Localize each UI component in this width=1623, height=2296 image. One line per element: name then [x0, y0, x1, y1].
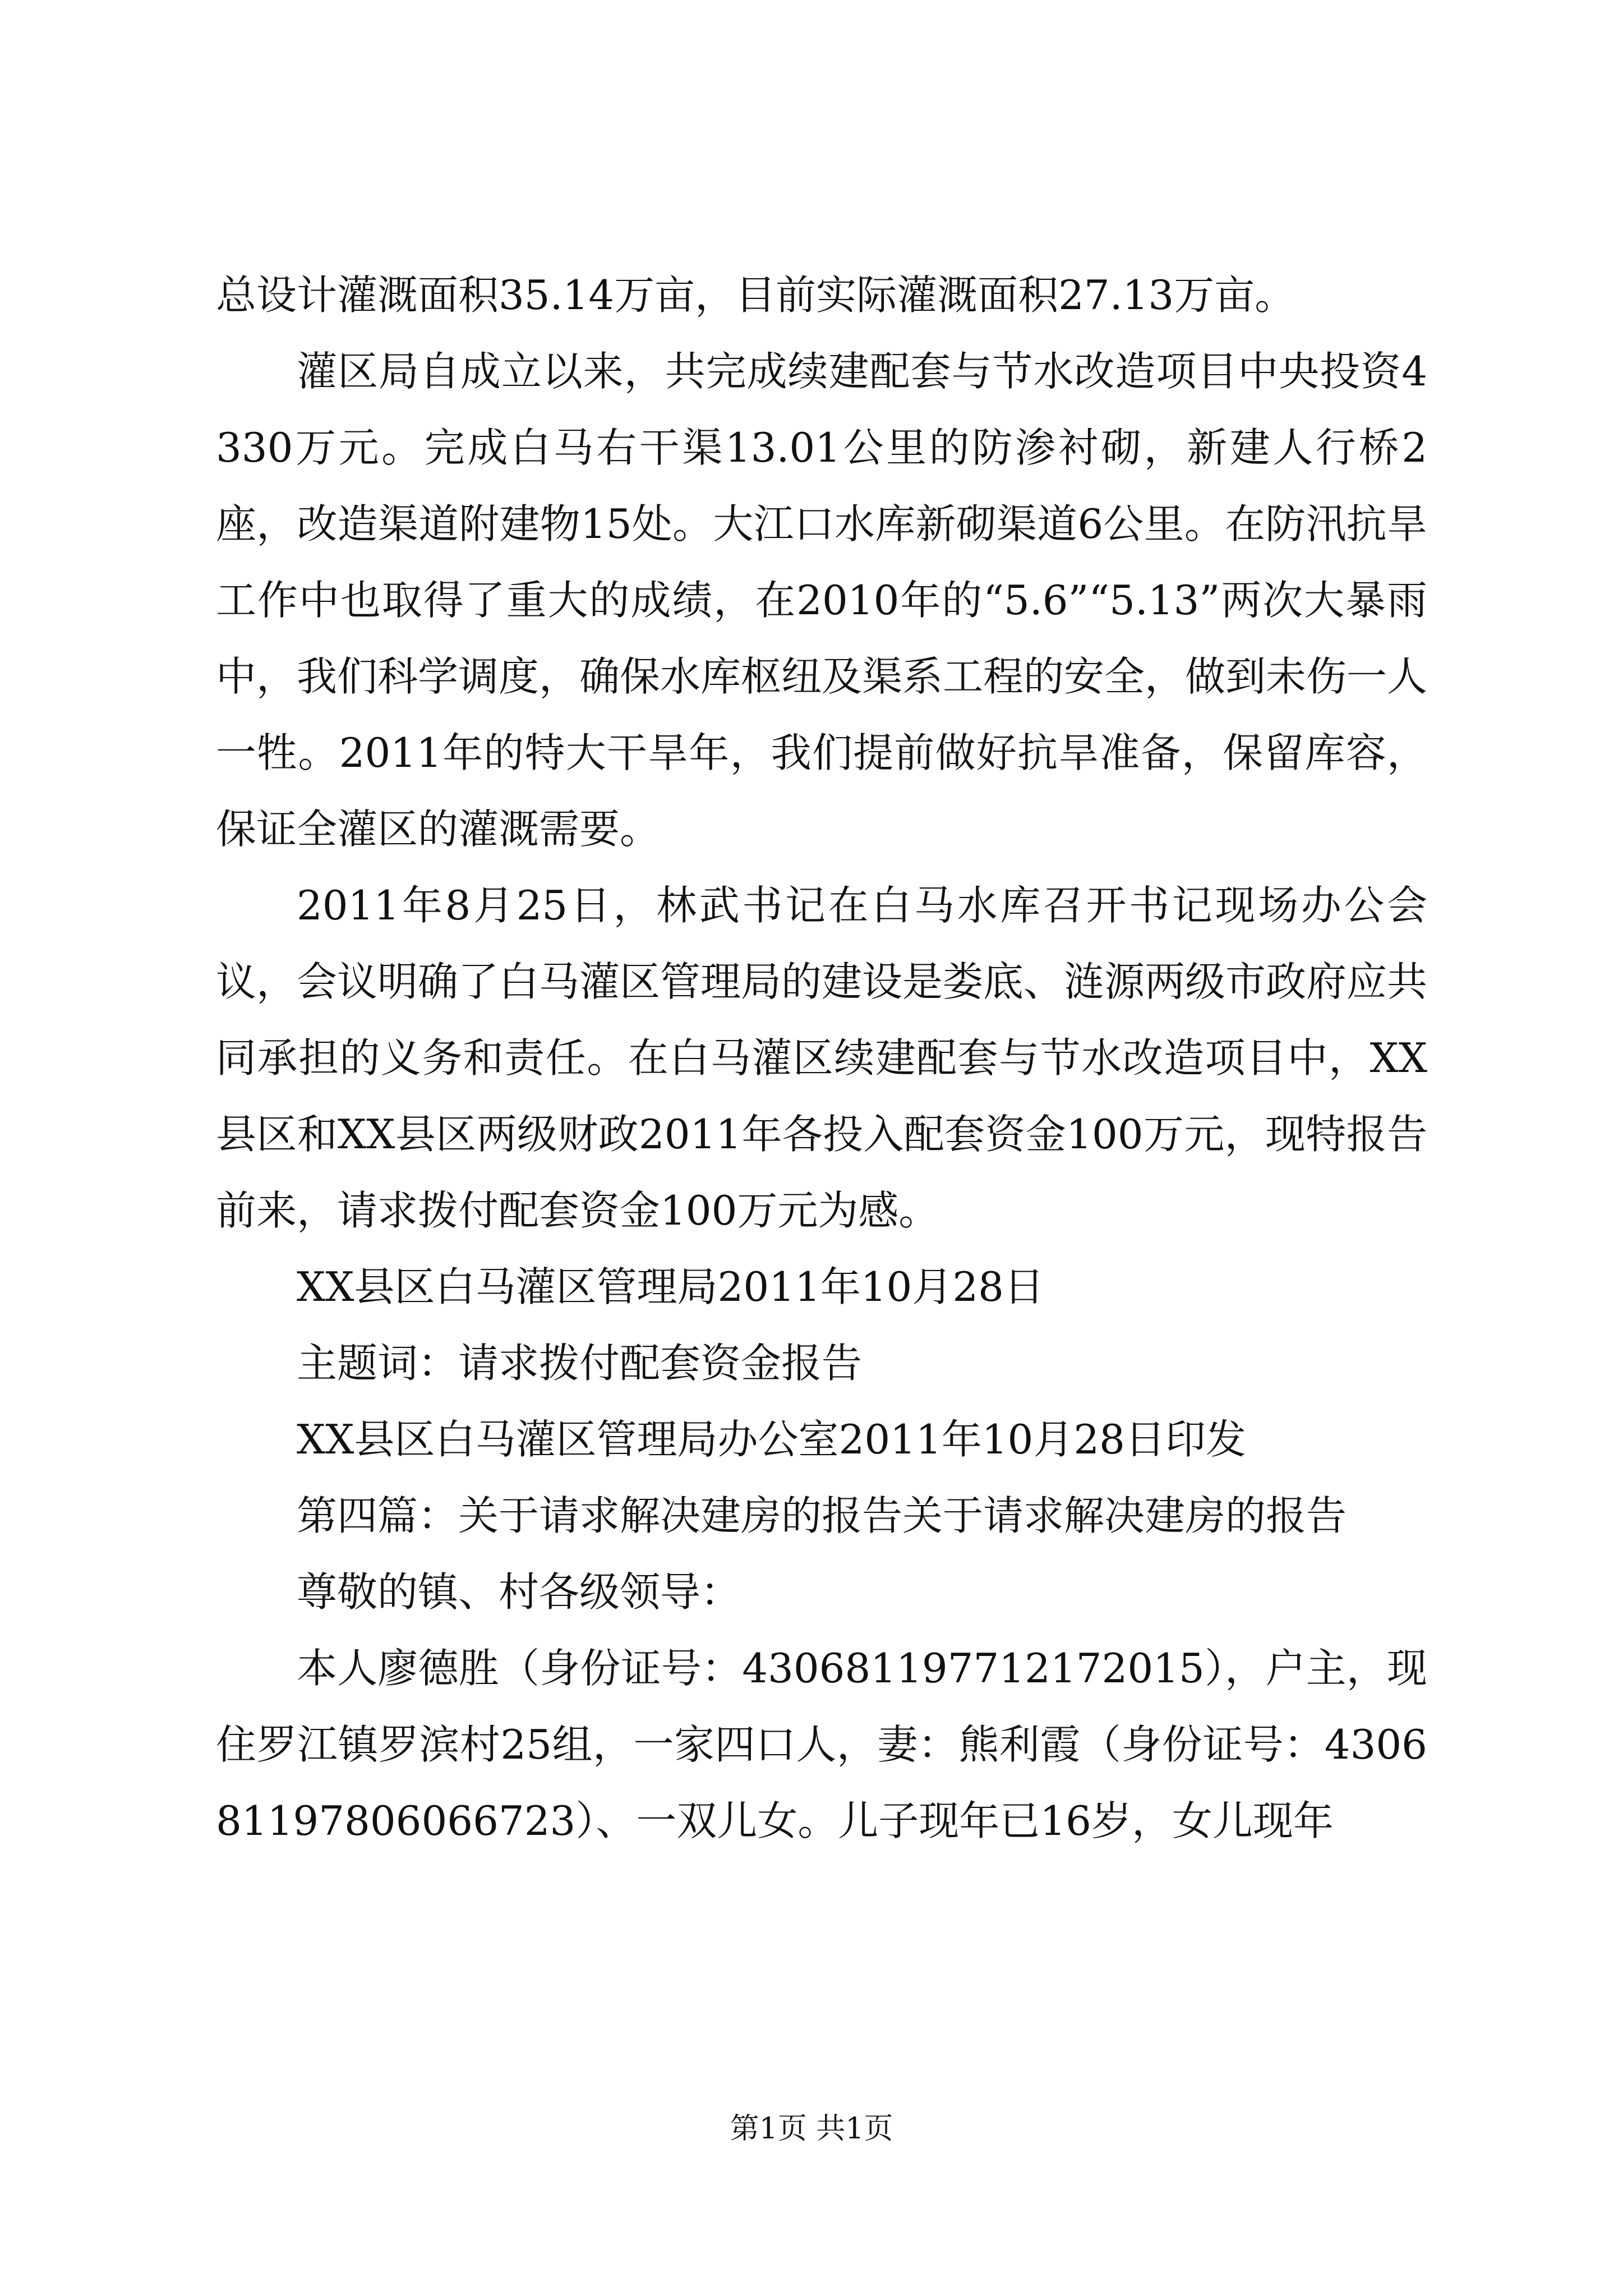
subject-words: 主题词：请求拨付配套资金报告: [297, 1340, 863, 1387]
document-body: [216, 257, 1427, 1859]
paragraph-project-summary: 灌区局自成立以来，共完成续建配套与节水改造项目中央投资4330万元。完成白马右干渠13.01公里的防渗衬砌，新建人行桥2座，改造渠道附建物15处。大江口水库新砌渠道6公里。在防汛抗旱工作中也取得了重大的成绩，在2010年的“5.6”“5.13”两次大暴雨中，我们科学调度，确保水库枢纽及渠系工程的安全，做到未伤一人一牲。2011年的特大干旱年，我们提前做好抗旱准备，保留库容，保证全灌区的灌溉需要。: [216, 348, 1428, 853]
section-title: 第四篇：关于请求解决建房的报告关于请求解决建房的报告: [297, 1492, 1347, 1539]
signature-line: XX县区白马灌区管理局2011年10月28日: [297, 1263, 1044, 1310]
issued-by-line: XX县区白马灌区管理局办公室2011年10月28日印发: [297, 1416, 1246, 1463]
paragraph-funding-request: 2011年8月25日，林武书记在白马水库召开书记现场办公会议，会议明确了白马灌区管理局的建设是娄底、涟源两级市政府应共同承担的义务和责任。在白马灌区续建配套与节水改造项目中，XX县区和XX县区两级财政2011年各投入配套资金100万元，现特报告前来，请求拨付配套资金100万元为感。: [216, 882, 1428, 1234]
salutation: 尊敬的镇、村各级领导：: [297, 1568, 741, 1616]
page-footer: 第1页 共1页: [730, 2112, 893, 2146]
paragraph-continuation: 总设计灌溉面积35.14万亩，目前实际灌溉面积27.13万亩。: [216, 272, 1295, 319]
paragraph-applicant-info: 本人廖德胜（身份证号：430681197712172015），户主，现住罗江镇罗滨村25组，一家四口人，妻：熊利霞（身份证号：430681197806066723）、一双儿女。儿子现年已16岁，女儿现年: [216, 1645, 1427, 1844]
